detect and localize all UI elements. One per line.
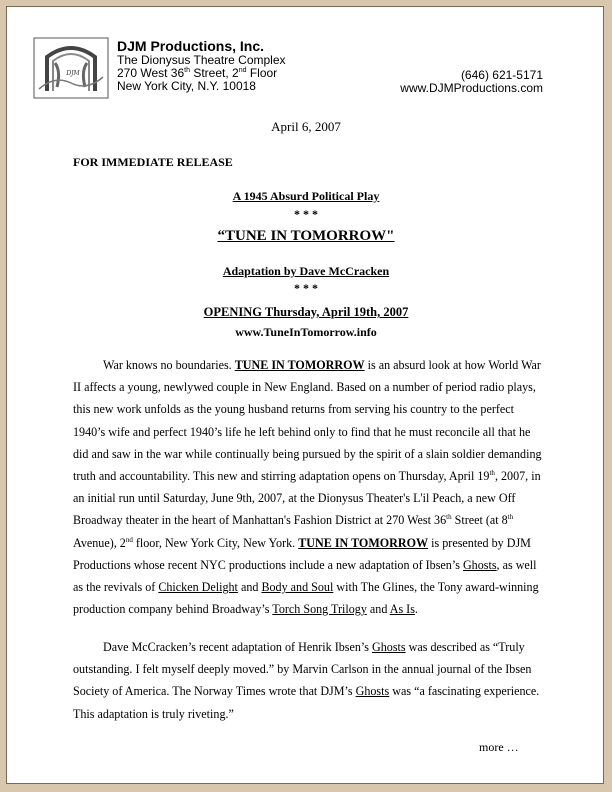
release-date: April 6, 2007 bbox=[271, 119, 341, 134]
play-website[interactable]: www.TuneInTomorrow.info bbox=[235, 325, 377, 339]
company-address: 270 West 36th Street, 2nd Floor bbox=[117, 66, 278, 80]
company-city: New York City, N.Y. 10018 bbox=[117, 79, 256, 93]
company-name: DJM Productions, Inc. bbox=[117, 38, 265, 54]
body-paragraph-2: Dave McCracken’s recent adaptation of Henrik Ibsen’s Ghosts was described as “Truly outstanding. I felt myself deeply moved.” by Marvin Carlson in the annual journal of the Ibsen Society of America. The Norway Times wrote that DJM’s Ghosts was “a fascinating experience. This adaptation is truly riveting.” bbox=[73, 640, 540, 721]
opening-date: OPENING Thursday, April 19th, 2007 bbox=[203, 305, 409, 319]
company-info bbox=[117, 39, 286, 93]
press-release-page bbox=[6, 6, 604, 784]
company-phone: (646) 621-5171 bbox=[460, 68, 543, 82]
company-complex: The Dionysus Theatre Complex bbox=[117, 53, 286, 67]
separator-stars: * * * bbox=[294, 207, 318, 221]
company-website[interactable]: www.DJMProductions.com bbox=[400, 81, 543, 95]
body-paragraph-1: War knows no boundaries. TUNE IN TOMORROW is an absurd look at how World War II affects a young, newlywed couple in New England. Based on a number of period radio plays, this new work unfolds as the young husband returns from serving his country to the perfect 1940’s wife and perfect 1940’s life he left behind only to find that he must reconcile all that he did and saw in the war while continually being pursued by the spirit of a slain soldier demanding truth and accountability. This new and stirring adaptation opens on Thursday, April 19th, 2007, in an initial run until Saturday, June 9th, 2007, at the Dionysus Theater's L'il Peach, a new Off Broadway theater in the heart of Manhattan's Fashion District at 270 West 36th Street (at 8th Avenue), 2nd floor, New York City, New York. TUNE IN TOMORROW is presented by DJM Productions whose recent NYC productions include a new adaptation of Ibsen’s Ghosts, as well as the revivals of Chicken Delight and Body and Soul with The Glines, the Tony award-winning production company behind Broadway’s Torch Song Trilogy and As Is. bbox=[73, 358, 542, 617]
theatre-logo bbox=[33, 37, 109, 99]
separator-stars: * * * bbox=[294, 281, 318, 295]
adaptation-credit: Adaptation by Dave McCracken bbox=[222, 264, 390, 278]
play-title: “TUNE IN TOMORROW" bbox=[217, 228, 395, 244]
more-indicator: more … bbox=[479, 740, 519, 754]
headline-subtitle: A 1945 Absurd Political Play bbox=[232, 189, 380, 203]
release-label: FOR IMMEDIATE RELEASE bbox=[73, 155, 233, 169]
svg-text:DJM: DJM bbox=[66, 70, 80, 77]
letterhead bbox=[7, 7, 605, 107]
